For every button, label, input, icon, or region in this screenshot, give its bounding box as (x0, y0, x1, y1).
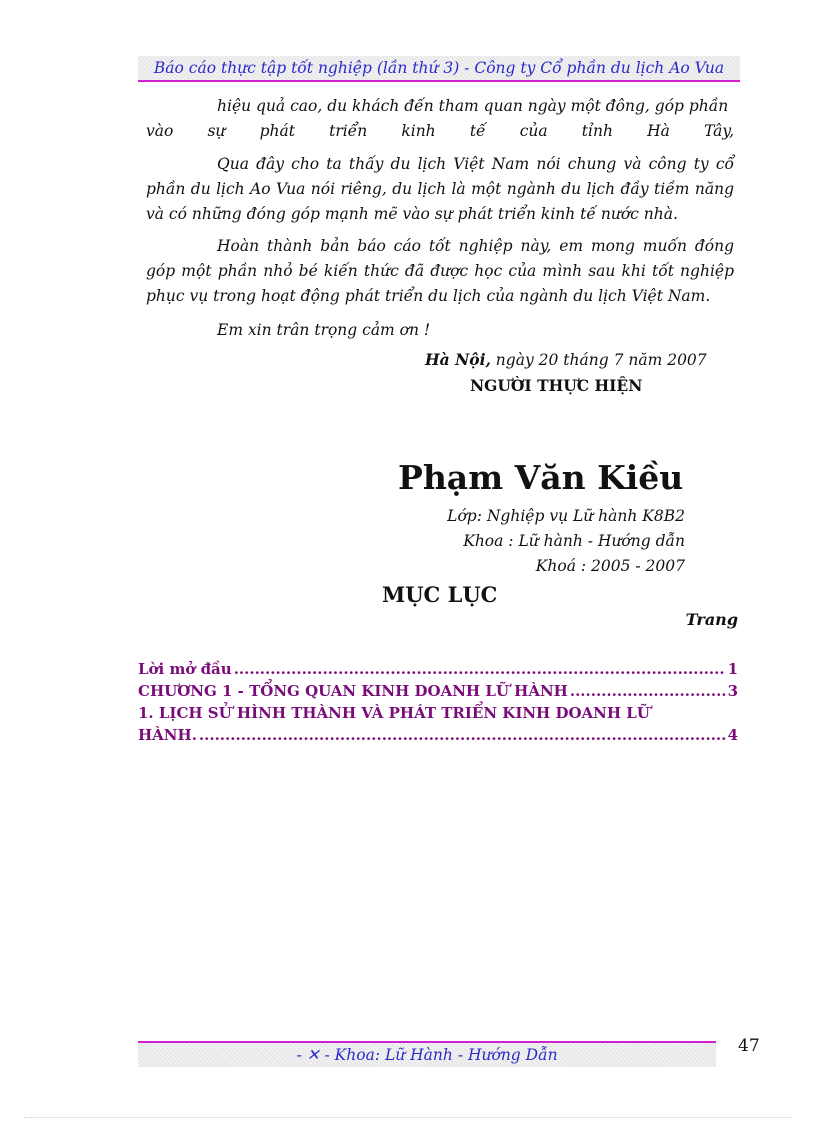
toc-entry-page: 3 (727, 682, 738, 700)
page-bottom-border (24, 1117, 792, 1118)
author-class: Lớp: Nghiệp vụ Lữ hành K8B2 (447, 507, 685, 525)
toc-entry[interactable] (138, 658, 738, 680)
toc-leader-dots (199, 724, 726, 746)
paragraph-1-line-1: hiệu quả cao, du khách đến tham quan ngày một đông, góp phần (217, 97, 729, 115)
author-course: Khoá : 2005 - 2007 (535, 557, 685, 575)
toc-entry-label: 1. LỊCH SỬ HÌNH THÀNH VÀ PHÁT TRIỂN KINH DOANH LỮ (138, 704, 650, 722)
toc-title: MỤC LỤC (382, 582, 498, 607)
paragraph-1 (146, 94, 734, 144)
signature-location: Hà Nội, (425, 350, 491, 369)
footer-text: - ✕ - Khoa: Lữ Hành - Hướng Dẫn (296, 1046, 558, 1064)
toc-entry-label: Lời mở đầu (138, 660, 232, 678)
author-faculty: Khoa : Lữ hành - Hướng dẫn (463, 532, 685, 550)
signature-date-text: ngày 20 tháng 7 năm 2007 (490, 351, 707, 369)
signature-role: NGƯỜI THỰC HIỆN (470, 376, 643, 395)
author-name: Phạm Văn Kiều (398, 458, 684, 497)
toc-leader-dots (234, 658, 726, 680)
header-divider (138, 80, 740, 82)
toc-entry-label-continued: HÀNH. (138, 726, 197, 744)
page-header (138, 56, 740, 80)
header-title: Báo cáo thực tập tốt nghiệp (lần thứ 3) - Công ty Cổ phần du lịch Ao Vua (153, 59, 725, 77)
toc-entry-label: CHƯƠNG 1 - TỔNG QUAN KINH DOANH LỮ HÀNH (138, 682, 568, 700)
table-of-contents (138, 658, 738, 746)
toc-entry[interactable] (138, 680, 738, 702)
paragraph-2: Qua đây cho ta thấy du lịch Việt Nam nói chung và công ty cổ phần du lịch Ao Vua nói riêng, du lịch là một ngành du lịch đầy tiềm năng và có những đóng góp mạnh mẽ vào sự phát triển kinh tế nước nhà. (146, 155, 734, 223)
toc-page-label: Trang (685, 610, 738, 629)
signature-date (425, 350, 707, 369)
page-footer (138, 1043, 716, 1067)
toc-leader-dots (570, 680, 726, 702)
paragraph-3: Hoàn thành bản báo cáo tốt nghiệp này, em mong muốn đóng góp một phần nhỏ bé kiến thức đã được học của mình sau khi tốt nghiệp phục vụ trong hoạt động phát triển du lịch của ngành du lịch Việt Nam. (146, 237, 734, 305)
toc-entry-page: 4 (727, 726, 738, 744)
paragraph-4: Em xin trân trọng cảm ơn ! (217, 321, 431, 339)
toc-entry-page: 1 (727, 660, 738, 678)
page-number: 47 (738, 1036, 760, 1056)
paragraph-1-line-2: vào sự phát triển kinh tế của tỉnh Hà Tây, (146, 122, 734, 140)
toc-entry[interactable] (138, 702, 738, 746)
